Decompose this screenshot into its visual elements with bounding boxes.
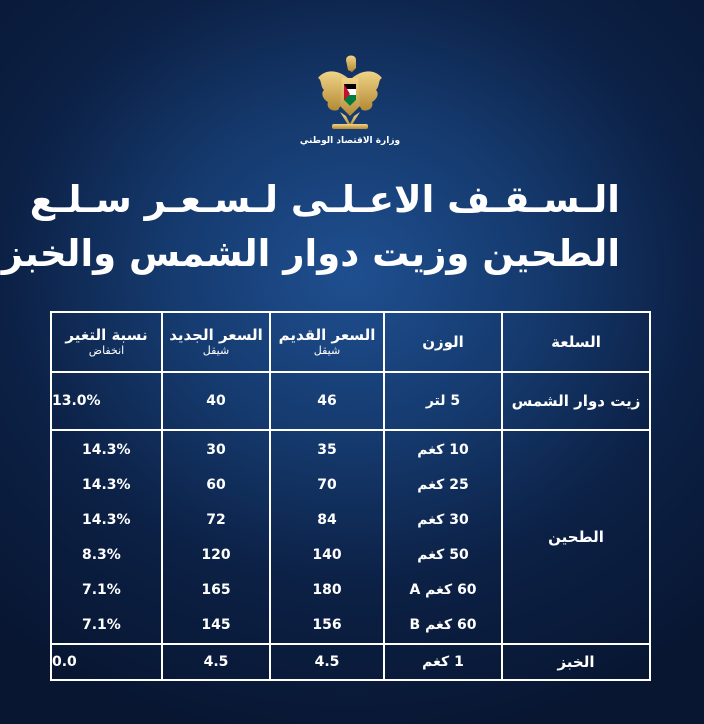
weight-cell: 60 كغم B: [409, 617, 477, 633]
change-cell: 7.1%: [82, 582, 121, 598]
header-new-price: [162, 312, 270, 372]
weight-cell: 60 كغم A: [409, 582, 477, 598]
old-price-cell: 140: [312, 547, 342, 563]
new-price-cell: 72: [206, 512, 226, 528]
commodity-flour: الطحين: [502, 430, 650, 644]
old-price-cell: 156: [312, 617, 342, 633]
table-row-bread: [51, 644, 650, 680]
weight-cell: 10 كغم: [417, 442, 469, 458]
weight-cell: 1 كغم: [384, 644, 502, 680]
weight-cell: 5 لتر: [384, 372, 502, 430]
new-price-cell: 60: [206, 477, 226, 493]
flour-new-prices: [162, 430, 270, 644]
old-price-cell: 35: [317, 442, 337, 458]
header-weight: الوزن: [384, 312, 502, 372]
header-old-price: [270, 312, 384, 372]
table-row-flour: [51, 430, 650, 644]
page-title-line1: الـسـقـف الاعـلـى لـسـعـر سـلـع: [29, 178, 620, 221]
flour-weights: [384, 430, 502, 644]
change-cell: 14.3%: [82, 512, 131, 528]
header-change-label: نسبة التغير: [65, 326, 148, 344]
commodity-bread: الخبز: [502, 644, 650, 680]
change-cell: 14.3%: [82, 477, 131, 493]
new-price-cell: 165: [201, 582, 231, 598]
price-ceiling-table: [50, 311, 651, 681]
header-new-price-label: السعر الجديد: [169, 326, 263, 344]
new-price-cell: 145: [201, 617, 231, 633]
weight-cell: 30 كغم: [417, 512, 469, 528]
change-cell: 13.0%: [51, 372, 162, 430]
old-price-cell: 70: [317, 477, 337, 493]
old-price-cell: 180: [312, 582, 342, 598]
change-cell: 7.1%: [82, 617, 121, 633]
header-new-price-unit: شيقل: [202, 344, 230, 357]
header-change-type: انخفاض: [88, 344, 125, 357]
new-price-cell: 30: [206, 442, 226, 458]
page-title-line2: الطحين وزيت دوار الشمس والخبز: [1, 232, 620, 275]
header-old-price-unit: شيقل: [313, 344, 341, 357]
flour-changes: [51, 430, 162, 644]
flour-old-prices: [270, 430, 384, 644]
commodity-sunflower-oil: زيت دوار الشمس: [502, 372, 650, 430]
header-commodity: السلعة: [502, 312, 650, 372]
weight-cell: 25 كغم: [417, 477, 469, 493]
weight-cell: 50 كغم: [417, 547, 469, 563]
change-cell: 14.3%: [82, 442, 131, 458]
table-header-row: [51, 312, 650, 372]
ministry-name: وزارة الاقتصاد الوطني: [299, 136, 401, 146]
old-price-cell: 84: [317, 512, 337, 528]
new-price-cell: 40: [162, 372, 270, 430]
change-cell: 0.0: [51, 644, 162, 680]
header-old-price-label: السعر القديم: [278, 326, 376, 344]
old-price-cell: 4.5: [270, 644, 384, 680]
palestinian-eagle-emblem-icon: [310, 50, 390, 136]
table-row-sunflower-oil: [51, 372, 650, 430]
new-price-cell: 120: [201, 547, 231, 563]
old-price-cell: 46: [270, 372, 384, 430]
header-change: [51, 312, 162, 372]
change-cell: 8.3%: [82, 547, 121, 563]
new-price-cell: 4.5: [162, 644, 270, 680]
